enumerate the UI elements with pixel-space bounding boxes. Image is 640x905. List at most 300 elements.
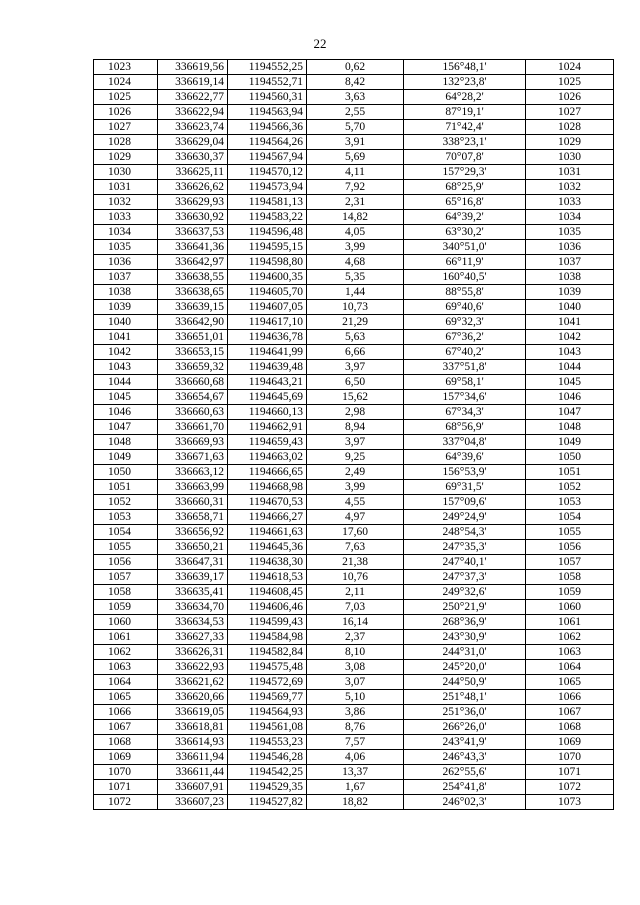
x-coordinate-cell: 336627,33: [158, 630, 228, 645]
x-coordinate-cell: 336653,15: [158, 345, 228, 360]
point-number-cell: 1036: [94, 255, 158, 270]
point-number-cell: 1054: [94, 525, 158, 540]
point-number-cell: 1041: [94, 330, 158, 345]
y-coordinate-cell: 1194527,82: [228, 795, 307, 810]
point-number-cell: 1029: [94, 150, 158, 165]
distance-cell: 15,62: [307, 390, 404, 405]
distance-cell: 21,29: [307, 315, 404, 330]
coordinates-table-body: [94, 60, 614, 810]
distance-cell: 4,68: [307, 255, 404, 270]
point-number-cell: 1043: [94, 360, 158, 375]
table-row: [94, 390, 614, 405]
x-coordinate-cell: 336661,70: [158, 420, 228, 435]
direction-angle-cell: 69°40,6': [404, 300, 526, 315]
y-coordinate-cell: 1194607,05: [228, 300, 307, 315]
y-coordinate-cell: 1194645,36: [228, 540, 307, 555]
distance-cell: 2,98: [307, 405, 404, 420]
distance-cell: 3,99: [307, 480, 404, 495]
point-number-cell: 1051: [94, 480, 158, 495]
table-row: [94, 570, 614, 585]
y-coordinate-cell: 1194666,65: [228, 465, 307, 480]
direction-angle-cell: 132°23,8': [404, 75, 526, 90]
table-row: [94, 510, 614, 525]
next-point-cell: 1069: [526, 735, 614, 750]
point-number-cell: 1067: [94, 720, 158, 735]
direction-angle-cell: 338°23,1': [404, 135, 526, 150]
point-number-cell: 1064: [94, 675, 158, 690]
x-coordinate-cell: 336658,71: [158, 510, 228, 525]
y-coordinate-cell: 1194542,25: [228, 765, 307, 780]
point-number-cell: 1069: [94, 750, 158, 765]
direction-angle-cell: 262°55,6': [404, 765, 526, 780]
distance-cell: 0,62: [307, 60, 404, 75]
point-number-cell: 1033: [94, 210, 158, 225]
point-number-cell: 1044: [94, 375, 158, 390]
x-coordinate-cell: 336634,53: [158, 615, 228, 630]
x-coordinate-cell: 336614,93: [158, 735, 228, 750]
x-coordinate-cell: 336630,37: [158, 150, 228, 165]
y-coordinate-cell: 1194552,25: [228, 60, 307, 75]
point-number-cell: 1030: [94, 165, 158, 180]
next-point-cell: 1036: [526, 240, 614, 255]
next-point-cell: 1054: [526, 510, 614, 525]
table-row: [94, 660, 614, 675]
next-point-cell: 1065: [526, 675, 614, 690]
direction-angle-cell: 67°34,3': [404, 405, 526, 420]
direction-angle-cell: 70°07,8': [404, 150, 526, 165]
distance-cell: 3,86: [307, 705, 404, 720]
direction-angle-cell: 243°41,9': [404, 735, 526, 750]
next-point-cell: 1026: [526, 90, 614, 105]
x-coordinate-cell: 336622,93: [158, 660, 228, 675]
distance-cell: 5,35: [307, 270, 404, 285]
next-point-cell: 1050: [526, 450, 614, 465]
table-row: [94, 135, 614, 150]
x-coordinate-cell: 336626,31: [158, 645, 228, 660]
point-number-cell: 1049: [94, 450, 158, 465]
table-row: [94, 315, 614, 330]
y-coordinate-cell: 1194583,22: [228, 210, 307, 225]
point-number-cell: 1032: [94, 195, 158, 210]
next-point-cell: 1056: [526, 540, 614, 555]
distance-cell: 3,08: [307, 660, 404, 675]
next-point-cell: 1053: [526, 495, 614, 510]
x-coordinate-cell: 336622,77: [158, 90, 228, 105]
direction-angle-cell: 249°24,9': [404, 510, 526, 525]
y-coordinate-cell: 1194582,84: [228, 645, 307, 660]
x-coordinate-cell: 336635,41: [158, 585, 228, 600]
table-row: [94, 540, 614, 555]
next-point-cell: 1072: [526, 780, 614, 795]
next-point-cell: 1052: [526, 480, 614, 495]
next-point-cell: 1048: [526, 420, 614, 435]
point-number-cell: 1024: [94, 75, 158, 90]
distance-cell: 3,63: [307, 90, 404, 105]
next-point-cell: 1025: [526, 75, 614, 90]
y-coordinate-cell: 1194661,63: [228, 525, 307, 540]
direction-angle-cell: 245°20,0': [404, 660, 526, 675]
y-coordinate-cell: 1194608,45: [228, 585, 307, 600]
distance-cell: 13,37: [307, 765, 404, 780]
x-coordinate-cell: 336641,36: [158, 240, 228, 255]
next-point-cell: 1040: [526, 300, 614, 315]
direction-angle-cell: 337°04,8': [404, 435, 526, 450]
next-point-cell: 1043: [526, 345, 614, 360]
table-row: [94, 720, 614, 735]
distance-cell: 3,97: [307, 360, 404, 375]
x-coordinate-cell: 336671,63: [158, 450, 228, 465]
table-row: [94, 645, 614, 660]
x-coordinate-cell: 336642,97: [158, 255, 228, 270]
distance-cell: 9,25: [307, 450, 404, 465]
table-row: [94, 435, 614, 450]
point-number-cell: 1059: [94, 600, 158, 615]
x-coordinate-cell: 336622,94: [158, 105, 228, 120]
point-number-cell: 1037: [94, 270, 158, 285]
table-row: [94, 345, 614, 360]
direction-angle-cell: 248°54,3': [404, 525, 526, 540]
table-row: [94, 795, 614, 810]
table-row: [94, 195, 614, 210]
x-coordinate-cell: 336618,81: [158, 720, 228, 735]
next-point-cell: 1045: [526, 375, 614, 390]
x-coordinate-cell: 336611,94: [158, 750, 228, 765]
table-row: [94, 240, 614, 255]
x-coordinate-cell: 336626,62: [158, 180, 228, 195]
direction-angle-cell: 64°39,6': [404, 450, 526, 465]
x-coordinate-cell: 336663,99: [158, 480, 228, 495]
y-coordinate-cell: 1194599,43: [228, 615, 307, 630]
table-row: [94, 225, 614, 240]
point-number-cell: 1068: [94, 735, 158, 750]
y-coordinate-cell: 1194581,13: [228, 195, 307, 210]
x-coordinate-cell: 336638,55: [158, 270, 228, 285]
direction-angle-cell: 243°30,9': [404, 630, 526, 645]
x-coordinate-cell: 336630,92: [158, 210, 228, 225]
x-coordinate-cell: 336660,31: [158, 495, 228, 510]
direction-angle-cell: 246°02,3': [404, 795, 526, 810]
next-point-cell: 1028: [526, 120, 614, 135]
distance-cell: 8,94: [307, 420, 404, 435]
table-row: [94, 180, 614, 195]
point-number-cell: 1066: [94, 705, 158, 720]
point-number-cell: 1056: [94, 555, 158, 570]
distance-cell: 7,63: [307, 540, 404, 555]
distance-cell: 1,67: [307, 780, 404, 795]
distance-cell: 3,07: [307, 675, 404, 690]
point-number-cell: 1055: [94, 540, 158, 555]
y-coordinate-cell: 1194600,35: [228, 270, 307, 285]
y-coordinate-cell: 1194552,71: [228, 75, 307, 90]
next-point-cell: 1070: [526, 750, 614, 765]
direction-angle-cell: 340°51,0': [404, 240, 526, 255]
x-coordinate-cell: 336647,31: [158, 555, 228, 570]
point-number-cell: 1031: [94, 180, 158, 195]
table-row: [94, 495, 614, 510]
table-row: [94, 330, 614, 345]
direction-angle-cell: 157°34,6': [404, 390, 526, 405]
x-coordinate-cell: 336629,93: [158, 195, 228, 210]
next-point-cell: 1066: [526, 690, 614, 705]
direction-angle-cell: 246°43,3': [404, 750, 526, 765]
table-row: [94, 585, 614, 600]
point-number-cell: 1050: [94, 465, 158, 480]
table-row: [94, 750, 614, 765]
distance-cell: 7,57: [307, 735, 404, 750]
table-row: [94, 780, 614, 795]
table-row: [94, 675, 614, 690]
y-coordinate-cell: 1194668,98: [228, 480, 307, 495]
direction-angle-cell: 254°41,8': [404, 780, 526, 795]
x-coordinate-cell: 336659,32: [158, 360, 228, 375]
distance-cell: 6,66: [307, 345, 404, 360]
direction-angle-cell: 337°51,8': [404, 360, 526, 375]
point-number-cell: 1039: [94, 300, 158, 315]
table-row: [94, 255, 614, 270]
x-coordinate-cell: 336619,05: [158, 705, 228, 720]
y-coordinate-cell: 1194605,70: [228, 285, 307, 300]
x-coordinate-cell: 336621,62: [158, 675, 228, 690]
distance-cell: 18,82: [307, 795, 404, 810]
point-number-cell: 1042: [94, 345, 158, 360]
y-coordinate-cell: 1194573,94: [228, 180, 307, 195]
distance-cell: 2,11: [307, 585, 404, 600]
distance-cell: 3,99: [307, 240, 404, 255]
distance-cell: 8,76: [307, 720, 404, 735]
next-point-cell: 1029: [526, 135, 614, 150]
point-number-cell: 1060: [94, 615, 158, 630]
direction-angle-cell: 69°32,3': [404, 315, 526, 330]
x-coordinate-cell: 336607,91: [158, 780, 228, 795]
x-coordinate-cell: 336629,04: [158, 135, 228, 150]
direction-angle-cell: 69°58,1': [404, 375, 526, 390]
point-number-cell: 1063: [94, 660, 158, 675]
distance-cell: 2,31: [307, 195, 404, 210]
distance-cell: 8,10: [307, 645, 404, 660]
y-coordinate-cell: 1194564,26: [228, 135, 307, 150]
x-coordinate-cell: 336638,65: [158, 285, 228, 300]
x-coordinate-cell: 336634,70: [158, 600, 228, 615]
direction-angle-cell: 64°28,2': [404, 90, 526, 105]
x-coordinate-cell: 336639,17: [158, 570, 228, 585]
direction-angle-cell: 68°56,9': [404, 420, 526, 435]
y-coordinate-cell: 1194666,27: [228, 510, 307, 525]
table-row: [94, 270, 614, 285]
y-coordinate-cell: 1194529,35: [228, 780, 307, 795]
table-row: [94, 765, 614, 780]
next-point-cell: 1073: [526, 795, 614, 810]
distance-cell: 7,03: [307, 600, 404, 615]
direction-angle-cell: 247°35,3': [404, 540, 526, 555]
point-number-cell: 1062: [94, 645, 158, 660]
direction-angle-cell: 67°36,2': [404, 330, 526, 345]
next-point-cell: 1034: [526, 210, 614, 225]
y-coordinate-cell: 1194663,02: [228, 450, 307, 465]
y-coordinate-cell: 1194567,94: [228, 150, 307, 165]
point-number-cell: 1046: [94, 405, 158, 420]
next-point-cell: 1044: [526, 360, 614, 375]
distance-cell: 6,50: [307, 375, 404, 390]
table-row: [94, 165, 614, 180]
point-number-cell: 1027: [94, 120, 158, 135]
next-point-cell: 1061: [526, 615, 614, 630]
direction-angle-cell: 156°53,9': [404, 465, 526, 480]
next-point-cell: 1027: [526, 105, 614, 120]
next-point-cell: 1059: [526, 585, 614, 600]
table-row: [94, 705, 614, 720]
distance-cell: 5,70: [307, 120, 404, 135]
table-row: [94, 690, 614, 705]
distance-cell: 8,42: [307, 75, 404, 90]
table-row: [94, 465, 614, 480]
distance-cell: 4,06: [307, 750, 404, 765]
direction-angle-cell: 87°19,1': [404, 105, 526, 120]
x-coordinate-cell: 336620,66: [158, 690, 228, 705]
table-row: [94, 210, 614, 225]
next-point-cell: 1049: [526, 435, 614, 450]
x-coordinate-cell: 336651,01: [158, 330, 228, 345]
distance-cell: 4,05: [307, 225, 404, 240]
y-coordinate-cell: 1194659,43: [228, 435, 307, 450]
y-coordinate-cell: 1194643,21: [228, 375, 307, 390]
next-point-cell: 1047: [526, 405, 614, 420]
table-row: [94, 525, 614, 540]
x-coordinate-cell: 336656,92: [158, 525, 228, 540]
x-coordinate-cell: 336607,23: [158, 795, 228, 810]
next-point-cell: 1037: [526, 255, 614, 270]
point-number-cell: 1034: [94, 225, 158, 240]
point-number-cell: 1071: [94, 780, 158, 795]
table-row: [94, 480, 614, 495]
point-number-cell: 1061: [94, 630, 158, 645]
y-coordinate-cell: 1194618,53: [228, 570, 307, 585]
x-coordinate-cell: 336619,14: [158, 75, 228, 90]
y-coordinate-cell: 1194560,31: [228, 90, 307, 105]
point-number-cell: 1045: [94, 390, 158, 405]
table-row: [94, 120, 614, 135]
point-number-cell: 1057: [94, 570, 158, 585]
x-coordinate-cell: 336619,56: [158, 60, 228, 75]
next-point-cell: 1041: [526, 315, 614, 330]
y-coordinate-cell: 1194636,78: [228, 330, 307, 345]
table-row: [94, 60, 614, 75]
table-row: [94, 555, 614, 570]
y-coordinate-cell: 1194572,69: [228, 675, 307, 690]
y-coordinate-cell: 1194639,48: [228, 360, 307, 375]
distance-cell: 5,10: [307, 690, 404, 705]
x-coordinate-cell: 336660,63: [158, 405, 228, 420]
next-point-cell: 1051: [526, 465, 614, 480]
next-point-cell: 1038: [526, 270, 614, 285]
table-row: [94, 735, 614, 750]
y-coordinate-cell: 1194662,91: [228, 420, 307, 435]
table-row: [94, 300, 614, 315]
direction-angle-cell: 68°25,9': [404, 180, 526, 195]
x-coordinate-cell: 336650,21: [158, 540, 228, 555]
direction-angle-cell: 250°21,9': [404, 600, 526, 615]
distance-cell: 7,92: [307, 180, 404, 195]
y-coordinate-cell: 1194660,13: [228, 405, 307, 420]
next-point-cell: 1031: [526, 165, 614, 180]
distance-cell: 2,55: [307, 105, 404, 120]
next-point-cell: 1032: [526, 180, 614, 195]
distance-cell: 2,49: [307, 465, 404, 480]
table-row: [94, 600, 614, 615]
direction-angle-cell: 251°36,0': [404, 705, 526, 720]
distance-cell: 3,91: [307, 135, 404, 150]
direction-angle-cell: 65°16,8': [404, 195, 526, 210]
distance-cell: 21,38: [307, 555, 404, 570]
x-coordinate-cell: 336660,68: [158, 375, 228, 390]
table-row: [94, 150, 614, 165]
x-coordinate-cell: 336642,90: [158, 315, 228, 330]
y-coordinate-cell: 1194598,80: [228, 255, 307, 270]
y-coordinate-cell: 1194606,46: [228, 600, 307, 615]
distance-cell: 14,82: [307, 210, 404, 225]
table-row: [94, 360, 614, 375]
y-coordinate-cell: 1194645,69: [228, 390, 307, 405]
next-point-cell: 1057: [526, 555, 614, 570]
next-point-cell: 1062: [526, 630, 614, 645]
distance-cell: 10,73: [307, 300, 404, 315]
direction-angle-cell: 67°40,2': [404, 345, 526, 360]
x-coordinate-cell: 336625,11: [158, 165, 228, 180]
y-coordinate-cell: 1194617,10: [228, 315, 307, 330]
point-number-cell: 1023: [94, 60, 158, 75]
y-coordinate-cell: 1194566,36: [228, 120, 307, 135]
y-coordinate-cell: 1194561,08: [228, 720, 307, 735]
point-number-cell: 1072: [94, 795, 158, 810]
next-point-cell: 1064: [526, 660, 614, 675]
point-number-cell: 1070: [94, 765, 158, 780]
direction-angle-cell: 268°36,9': [404, 615, 526, 630]
point-number-cell: 1035: [94, 240, 158, 255]
direction-angle-cell: 249°32,6': [404, 585, 526, 600]
x-coordinate-cell: 336639,15: [158, 300, 228, 315]
x-coordinate-cell: 336654,67: [158, 390, 228, 405]
y-coordinate-cell: 1194546,28: [228, 750, 307, 765]
next-point-cell: 1039: [526, 285, 614, 300]
point-number-cell: 1025: [94, 90, 158, 105]
distance-cell: 4,11: [307, 165, 404, 180]
distance-cell: 1,44: [307, 285, 404, 300]
table-row: [94, 90, 614, 105]
next-point-cell: 1035: [526, 225, 614, 240]
distance-cell: 5,63: [307, 330, 404, 345]
direction-angle-cell: 247°37,3': [404, 570, 526, 585]
distance-cell: 4,97: [307, 510, 404, 525]
x-coordinate-cell: 336663,12: [158, 465, 228, 480]
direction-angle-cell: 244°50,9': [404, 675, 526, 690]
distance-cell: 17,60: [307, 525, 404, 540]
y-coordinate-cell: 1194596,48: [228, 225, 307, 240]
next-point-cell: 1030: [526, 150, 614, 165]
y-coordinate-cell: 1194638,30: [228, 555, 307, 570]
direction-angle-cell: 71°42,4': [404, 120, 526, 135]
distance-cell: 5,69: [307, 150, 404, 165]
next-point-cell: 1042: [526, 330, 614, 345]
distance-cell: 3,97: [307, 435, 404, 450]
direction-angle-cell: 157°29,3': [404, 165, 526, 180]
distance-cell: 2,37: [307, 630, 404, 645]
direction-angle-cell: 266°26,0': [404, 720, 526, 735]
distance-cell: 4,55: [307, 495, 404, 510]
distance-cell: 10,76: [307, 570, 404, 585]
table-row: [94, 450, 614, 465]
page-number: 22: [313, 36, 327, 51]
y-coordinate-cell: 1194563,94: [228, 105, 307, 120]
table-row: [94, 75, 614, 90]
